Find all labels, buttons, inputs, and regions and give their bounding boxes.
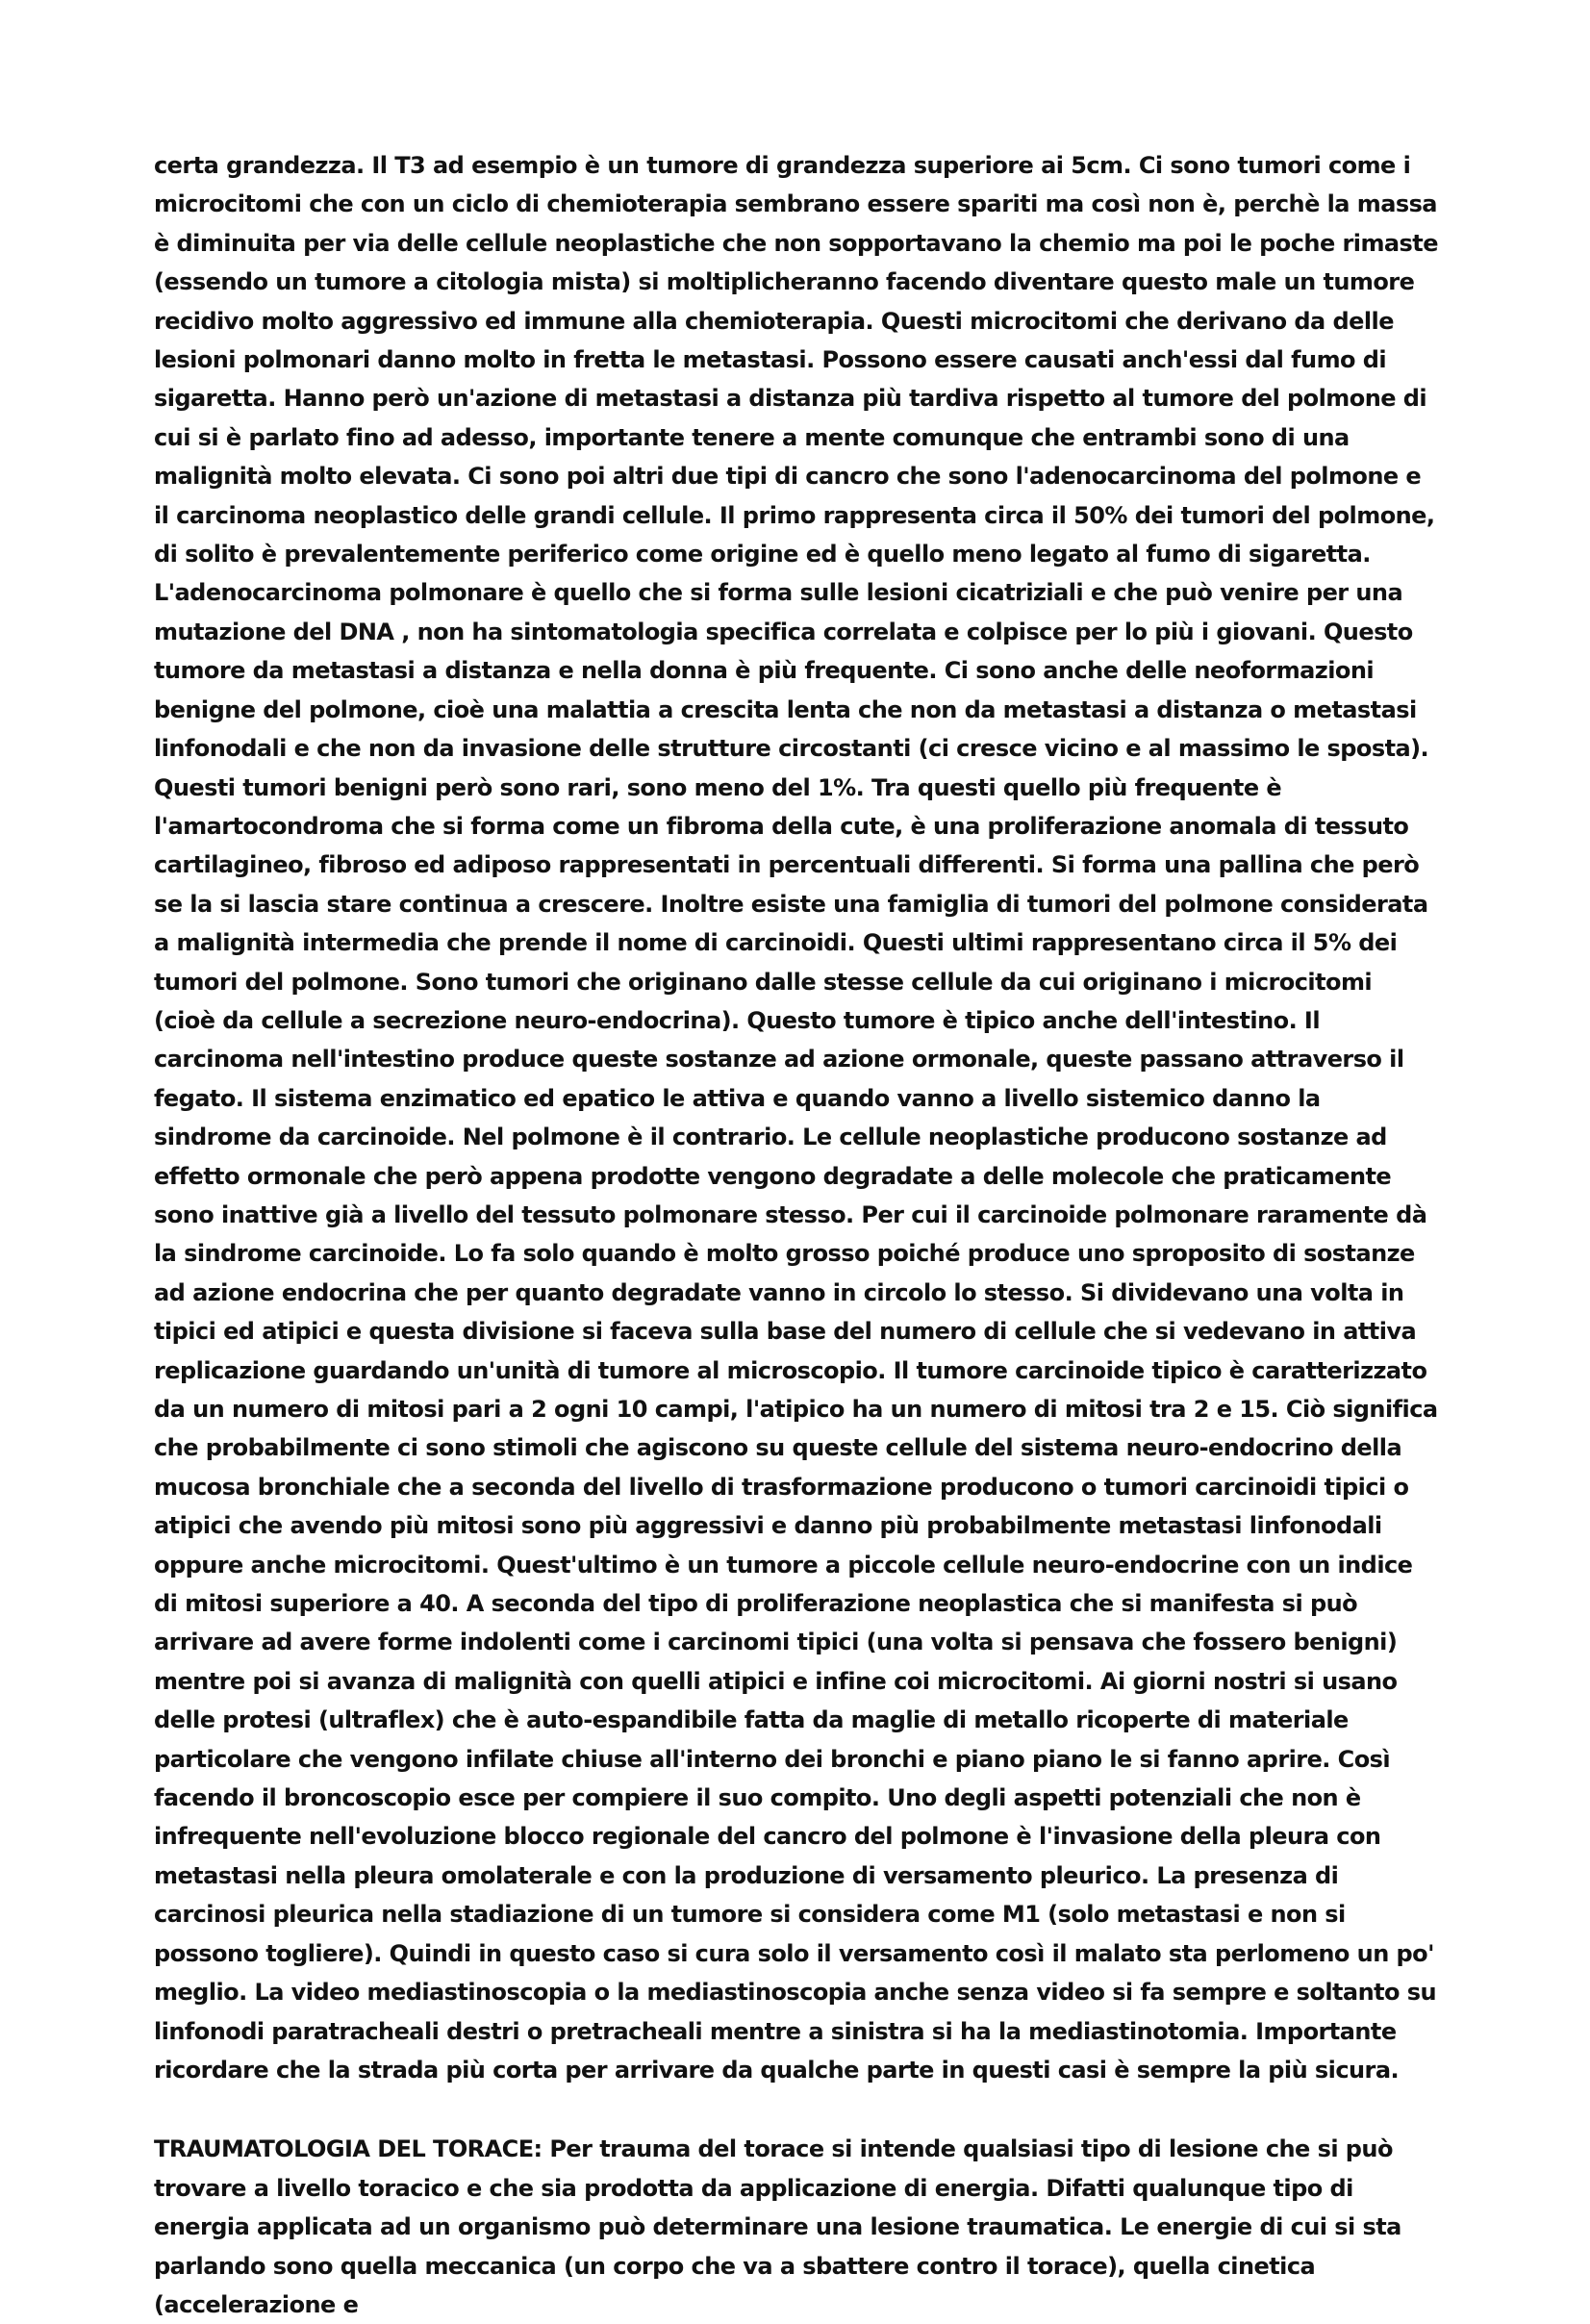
body-paragraph-1: certa grandezza. Il T3 ad esempio è un tumore di grandezza superiore ai 5cm. Ci sono tumori come i microcitomi che con un ciclo di chemioterapia sembrano essere spariti ma così non è, perchè la massa è diminuita per via delle cellule neoplastiche che non sopportavano la chemio ma poi le poche rimaste (essendo un tumore a citologia mista) si moltiplicheranno facendo diventare questo male un tumore recidivo molto aggressivo ed immune alla chemioterapia. Questi microcitomi che derivano da delle lesioni polmonari danno molto in fretta le metastasi. Possono essere causati anch'essi dal fumo di sigaretta. Hanno però un'azione di metastasi a distanza più tardiva rispetto al tumore del polmone di cui si è parlato fino ad adesso, importante tenere a mente comunque che entrambi sono di una malignità molto elevata. Ci sono poi altri due tipi di cancro che sono l'adenocarcinoma del polmone e il carcinoma neoplastico delle grandi cellule. Il primo rappresenta circa il 50% dei tumori del polmone, di solito è prevalentemente periferico come origine ed è quello meno legato al fumo di sigaretta. L'adenocarcinoma polmonare è quello che si forma sulle lesioni cicatriziali e che può venire per una mutazione del DNA , non ha sintomatologia specifica correlata e colpisce per lo più i giovani. Questo tumore da metastasi a distanza e nella donna è più frequente. Ci sono anche delle neoformazioni benigne del polmone, cioè una malattia a crescita lenta che non da metastasi a distanza o metastasi linfonodali e che non da invasione delle strutture circostanti (ci cresce vicino e al massimo le sposta). Questi tumori benigni però sono rari, sono meno del 1%. Tra questi quello più frequente è l'amartocondroma che si forma come un fibroma della cute, è una proliferazione anomala di tessuto cartilagineo, fibroso ed adiposo rappresentati in percentuali differenti. Si forma una pallina che però se la si lascia stare continua a crescere. Inoltre esiste una famiglia di tumori del polmone considerata a malignità intermedia che prende il nome di carcinoidi. Questi ultimi rappresentano circa il 5% dei tumori del polmone. Sono tumori che originano dalle stesse cellule da cui originano i microcitomi (cioè da cellule a secrezione neuro-endocrina). Questo tumore è tipico anche dell'intestino. Il carcinoma nell'intestino produce queste sostanze ad azione ormonale, queste passano attraverso il fegato. Il sistema enzimatico ed epatico le attiva e quando vanno a livello sistemico danno la sindrome da carcinoide. Nel polmone è il contrario. Le cellule neoplastiche producono sostanze ad effetto ormonale che però appena prodotte vengono degradate a delle molecole che praticamente sono inattive già a livello del tessuto polmonare stesso. Per cui il carcinoide polmonare raramente dà la sindrome carcinoide. Lo fa solo quando è molto grosso poiché produce uno sproposito di sostanze ad azione endocrina che per quanto degradate vanno in circolo lo stesso. Si dividevano una volta in tipici ed atipici e questa divisione si faceva sulla base del numero di cellule che si vedevano in attiva replicazione guardando un'unità di tumore al microscopio. Il tumore carcinoide tipico è caratterizzato da un numero di mitosi pari a 2 ogni 10 campi, l'atipico ha un numero di mitosi tra 2 e 15. Ciò significa che probabilmente ci sono stimoli che agiscono su queste cellule del sistema neuro-endocrino della mucosa bronchiale che a seconda del livello di trasformazione producono o tumori carcinoidi tipici o atipici che avendo più mitosi sono più aggressivi e danno più probabilmente metastasi linfonodali oppure anche microcitomi. Quest'ultimo è un tumore a piccole cellule neuro-endocrine con un indice di mitosi superiore a 40. A seconda del tipo di proliferazione neoplastica che si manifesta si può arrivare ad avere forme indolenti come i carcinomi tipici (una volta si pensava che fossero benigni) mentre poi si avanza di malignità con quelli atipici e infine coi microcitomi. Ai giorni nostri si usano delle protesi (ultraflex) che è auto-espandibile fatta da maglie di metallo ricoperte di materiale particolare che vengono infilate chiuse all'interno dei bronchi e piano piano le si fanno aprire. Così facendo il broncoscopio esce per compiere il suo compito. Uno degli aspetti potenziali che non è infrequente nell'evoluzione blocco regionale del cancro del polmone è l'invasione della pleura con metastasi nella pleura omolaterale e con la produzione di versamento pleurico. La presenza di carcinosi pleurica nella stadiazione di un tumore si considera come M1 (solo metastasi e non si possono togliere). Quindi in questo caso si cura solo il versamento così il malato sta perlomeno un po' meglio. La video mediastinoscopia o la mediastinoscopia anche senza video si fa sempre e soltanto su linfonodi paratracheali destri o pretracheali mentre a sinistra si ha la mediastinotomia. Importante ricordare che la strada più corta per arrivare da qualche parte in questi casi è sempre la più sicura. [154, 152, 1438, 2084]
body-paragraph-2-traumatologia: TRAUMATOLOGIA DEL TORACE: Per trauma del torace si intende qualsiasi tipo di lesione che si può trovare a livello toracico e che sia prodotta da applicazione di energia. Difatti qualunque tipo di energia applicata ad un organismo può determinare una lesione traumatica. Le energie di cui si sta parlando sono quella meccanica (un corpo che va a sbattere contro il torace), quella cinetica (accelerazione e [154, 2135, 1401, 2318]
document-page [154, 146, 1440, 2324]
